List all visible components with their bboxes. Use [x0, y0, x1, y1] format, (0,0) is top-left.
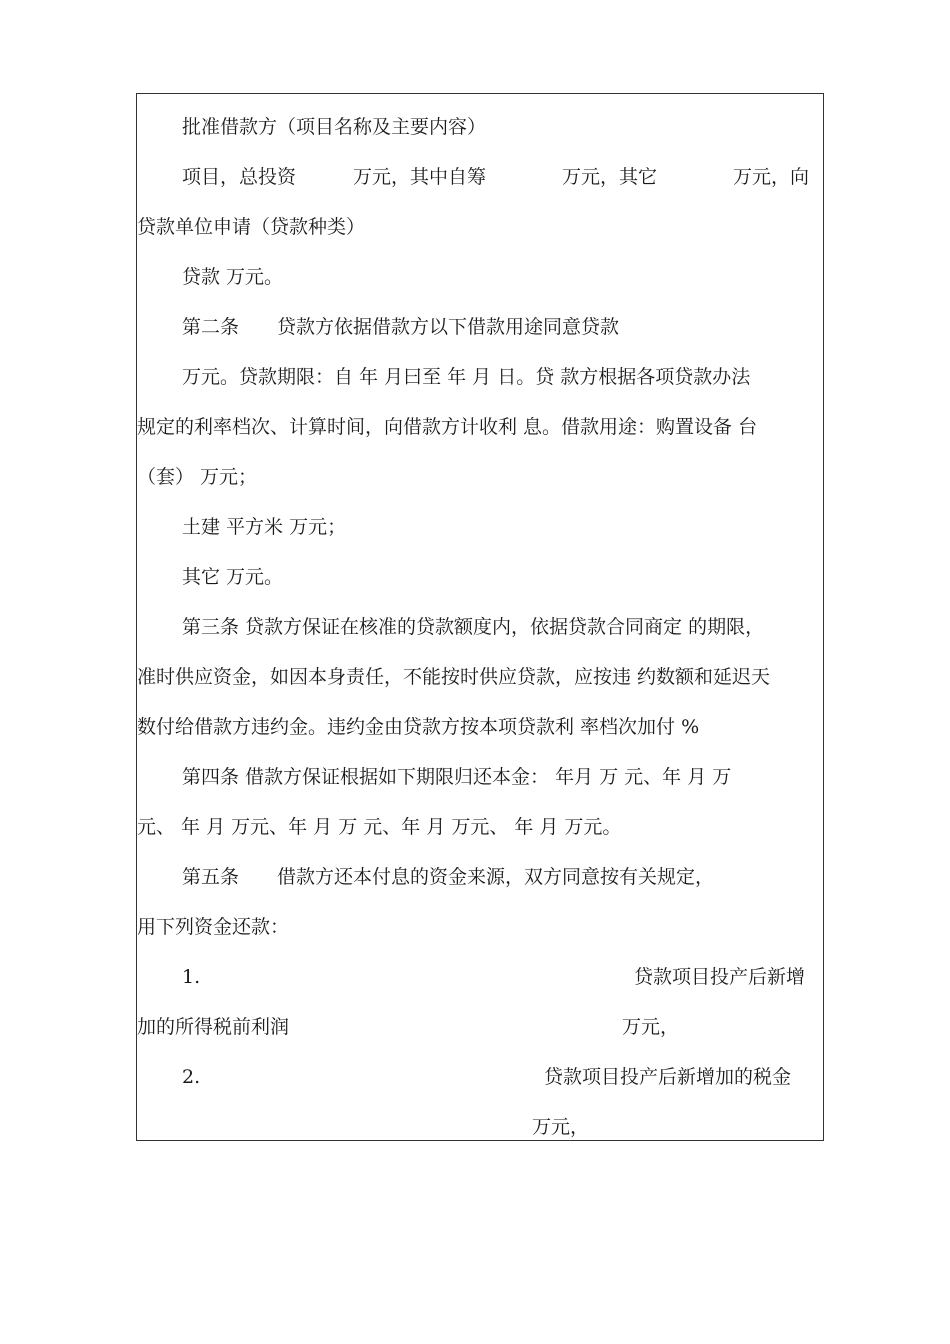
- paragraph-line: （套） 万元；: [137, 466, 258, 488]
- article-four-heading: 第四条 借款方保证根据如下期限归还本金： 年月 万 元、年 月 万: [182, 766, 732, 788]
- article-two-heading: 第二条 贷款方依据借款方以下借款用途同意贷款: [182, 316, 620, 338]
- paragraph-line: 贷款单位申请（贷款种类）: [137, 216, 366, 238]
- item-number-1: 1.: [182, 966, 201, 988]
- paragraph-line: 土建 平方米 万元；: [182, 516, 347, 538]
- paragraph-line: 规定的利率档次、计算时间，向借款方计收利 息。借款用途：购置设备 台: [137, 416, 758, 438]
- item-text-1: 贷款项目投产后新增: [634, 966, 806, 988]
- article-three-heading: 第三条 贷款方保证在核准的贷款额度内，依据贷款合同商定 的期限，: [182, 616, 765, 638]
- paragraph-line: 批准借款方（项目名称及主要内容）: [182, 116, 487, 138]
- paragraph-line: 万元。贷款期限：自 年 月曰至 年 月 日。贷 款方根据各项贷款办法: [182, 366, 751, 388]
- paragraph-line: 贷款 万元。: [182, 266, 284, 288]
- paragraph-line: 准时供应资金，如因本身责任，不能按时供应贷款，应按违 约数额和延迟天: [137, 666, 771, 688]
- item-amount-1: 万元，: [622, 1016, 680, 1038]
- item-number-2: 2.: [182, 1066, 201, 1088]
- paragraph-line: 项目，总投资 万元，其中自筹 万元，其它 万元，向: [182, 166, 810, 188]
- paragraph-line: 元、 年 月 万元、年 月 万 元、年 月 万元、 年 月 万元。: [137, 816, 622, 838]
- article-five-heading: 第五条 借款方还本付息的资金来源，双方同意按有关规定，: [182, 866, 715, 888]
- paragraph-line: 其它 万元。: [182, 566, 284, 588]
- item-cont-1: 加的所得税前利润: [137, 1016, 290, 1038]
- item-text-2: 贷款项目投产后新增加的税金: [544, 1066, 792, 1088]
- item-amount-2: 万元，: [532, 1116, 590, 1138]
- paragraph-line: 数付给借款方违约金。违约金由贷款方按本项贷款利 率档次加付 %: [137, 716, 700, 738]
- paragraph-line: 用下列资金还款：: [137, 916, 290, 938]
